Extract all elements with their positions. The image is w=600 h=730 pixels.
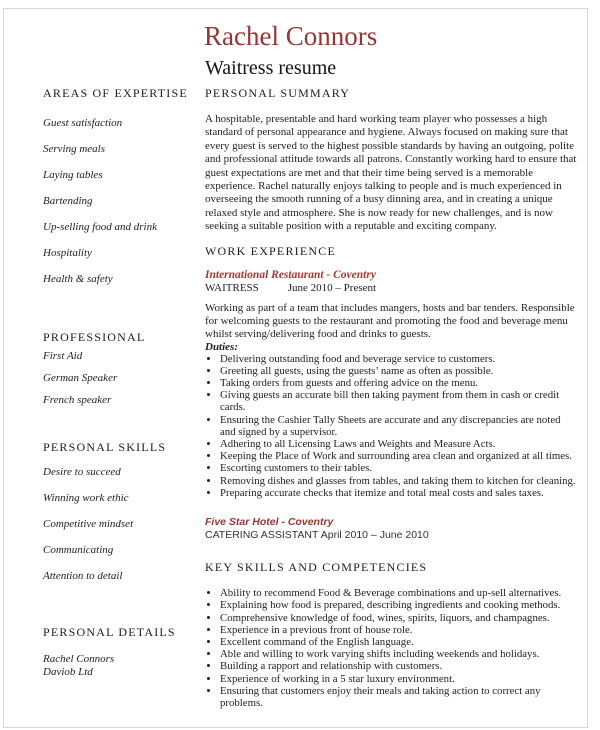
list-item: Bartending (43, 195, 93, 207)
duty-item: • Greeting all guests, using the guests’ name as often as possible. (220, 365, 577, 377)
list-item: Daviob Ltd (43, 666, 93, 678)
list-item: Communicating (43, 544, 114, 556)
sidebar-section-areas-of-expertise (43, 86, 198, 286)
sidebar-heading-professional: PROFESSIONAL (43, 330, 146, 344)
list-item: Serving meals (43, 143, 106, 155)
skill-item: • Building a rapport and relationship with customers. (220, 660, 577, 672)
sidebar-heading-personal-skills: PERSONAL SKILLS (43, 440, 167, 454)
duties-label: Duties: (205, 340, 238, 353)
skill-item: • Ensuring that customers enjoy their meals and taking action to correct any problems. (220, 685, 577, 709)
list-item: Rachel Connors (43, 653, 115, 665)
list-item: Hospitality (43, 247, 92, 259)
sidebar-section-personal-skills (43, 440, 198, 583)
list-item: German Speaker (43, 372, 118, 384)
skill-item: • Comprehensive knowledge of food, wines, spirits, liquors, and champagnes. (220, 612, 577, 624)
duty-item: • Delivering outstanding food and beverage service to customers. (220, 353, 577, 365)
skill-item: • Explaining how food is prepared, describing ingredients and cooking methods. (220, 599, 577, 611)
duty-item: • Removing dishes and glasses from tables, and taking them to kitchen for cleaning. (220, 475, 577, 487)
list-item: Desire to succeed (43, 466, 121, 478)
duty-item: • Escorting customers to their tables. (220, 462, 577, 474)
job-intro-text: Working as part of a team that includes mangers, hosts and bar tenders. Responsible for welcoming guests to the restaurant and promoting the food and beverage menu whilst serving/delivering food and drinks to guests. (205, 301, 575, 340)
section-heading-work-experience: WORK EXPERIENCE (205, 243, 336, 258)
section-heading-key-skills: KEY SKILLS AND COMPETENCIES (205, 560, 428, 575)
duty-item: • Ensuring the Cashier Tally Sheets are accurate and any discrepancies are noted and signed by a supervisor. (220, 414, 577, 438)
list-item: Attention to detail (43, 570, 123, 582)
areas-of-expertise-list (43, 117, 198, 286)
sidebar-heading-personal-details: PERSONAL DETAILS (43, 625, 176, 639)
sidebar-section-professional (43, 330, 198, 407)
job-role-line (205, 282, 577, 295)
personal-skills-list (43, 466, 198, 583)
sidebar (43, 0, 198, 679)
job-role-line (205, 529, 577, 542)
person-name-title: Rachel Connors (204, 21, 378, 51)
list-item: Winning work ethic (43, 492, 129, 504)
list-item: French speaker (43, 394, 112, 406)
document-title: Waitress resume (205, 57, 337, 79)
duty-item: • Keeping the Place of Work and surrounding area clean and organized at all times. (220, 450, 577, 462)
section-heading-personal-summary: PERSONAL SUMMARY (205, 86, 351, 100)
skill-item: • Experience in a previous front of house role. (220, 624, 577, 636)
sidebar-heading-areas-of-expertise: AREAS OF EXPERTISE (43, 86, 188, 100)
job-employer: Five Star Hotel - Coventry (205, 516, 334, 529)
skills-list (205, 587, 577, 709)
personal-summary-text: A hospitable, presentable and hard working team player who possesses a high standard of personal appearance and hygiene. Always focused on making sure that every guest is served to the highest possible standards by having an outgoing, polite and professional attitude towards all patrons. Constantly working hard to ensure that guest expectations are met and that their time being served is a memorable experience. Rachel naturally enjoys talking to people and is much experienced in overseeing the smooth running of a busy dinning area, and in creating a unique relaxed style and atmosphere. She is now ready for new challenges, and is now seeking a suitable position with a reputable and exciting company. (205, 113, 577, 233)
list-item: Competitive mindset (43, 518, 134, 530)
job-role: CATERING ASSISTANT (205, 529, 319, 542)
list-item: Up-selling food and drink (43, 221, 157, 233)
professional-list (43, 350, 198, 407)
list-item: First Aid (43, 350, 83, 362)
duties-list (205, 353, 577, 499)
list-item: Guest satisfaction (43, 117, 123, 129)
main-content (205, 0, 577, 709)
skill-item: • Ability to recommend Food & Beverage combinations and up-sell alternatives. (220, 587, 577, 599)
list-item: Laying tables (43, 169, 103, 181)
job-dates: June 2010 – Present (287, 281, 377, 294)
duty-item: • Giving guests an accurate bill then taking payment from them in cash or credit cards. (220, 389, 577, 413)
duty-item: • Preparing accurate checks that itemize and total meal costs and sales taxes. (220, 487, 577, 499)
list-item: Health & safety (43, 273, 113, 285)
personal-details-list (43, 653, 198, 679)
job-role: WAITRESS (205, 281, 259, 294)
duty-item: • Taking orders from guests and offering advice on the menu. (220, 377, 577, 389)
job-dates: April 2010 – June 2010 (320, 529, 429, 542)
skill-item: • Experience of working in a 5 star luxury environment. (220, 673, 577, 685)
sidebar-section-personal-details (43, 625, 198, 679)
skill-item: • Able and willing to work varying shifts including weekends and holidays. (220, 648, 577, 660)
duty-item: • Adhering to all Licensing Laws and Weights and Measure Acts. (220, 438, 577, 450)
job-employer: International Restaurant - Coventry (205, 268, 376, 281)
skill-item: • Excellent command of the English language. (220, 636, 577, 648)
